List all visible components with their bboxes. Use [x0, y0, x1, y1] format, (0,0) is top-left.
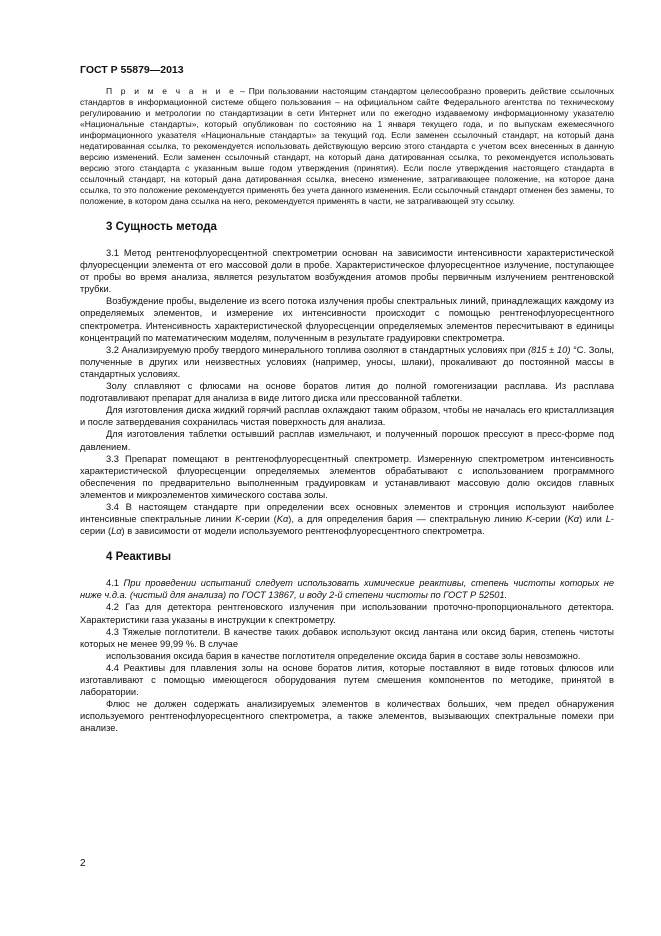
italic-term: K: [235, 514, 242, 525]
text-run: °С. Золы, полученные в других или неизвестных условиях (например, уносы, шлаки), прокаливают до постоянной массы в стандартных условиях.: [80, 344, 614, 379]
italic-term: Kα: [567, 514, 580, 525]
section-3-paragraph: Для изготовления диска жидкий горячий расплав охлаждают таким образом, чтобы не началась его кристаллизация и после затвердевания сохранилась чистая поверхность для анализа.: [80, 405, 614, 428]
text-run: ), а для определения бария — спектральную линию: [288, 514, 526, 525]
page-content: [80, 86, 614, 734]
section-4-paragraph: использования оксида бария в качестве поглотителя определение оксида бария в составе золы невозможно.: [106, 650, 581, 661]
section-3-paragraph: [80, 344, 614, 380]
italic-text: При проведении испытаний следует использовать химические реактивы, степень чистоты которых не ниже ч.д.а. (чистый для анализа) по ГОСТ 13867, и воду 2-й степени чистоты по ГОСТ Р 52501.: [80, 578, 614, 601]
note-paragraph: [80, 86, 614, 207]
section-3-paragraph: [80, 501, 614, 537]
section-4-paragraph: Флюс не должен содержать анализируемых элементов в количествах больших, чем предел обнаружения используемого рентгенофлуоресцентного спектрометра, а также элементов, вызывающих спектральные помехи при анализе.: [80, 699, 614, 734]
section-4-paragraph: [80, 577, 614, 601]
text-run: 4.1: [106, 578, 124, 589]
italic-term: Kα: [276, 514, 289, 525]
italic-term: K: [525, 514, 533, 525]
section-3-paragraph: Для изготовления таблетки остывший расплав измельчают, и полученный порошок прессуют в пресс-форме под давлением.: [80, 429, 614, 452]
temperature-value: (815 ± 10): [528, 344, 571, 355]
section-3-paragraph: 3.3 Препарат помещают в рентгенофлуоресцентный спектрометр. Измеренную спектрометром интенсивность характеристической флуоресценции определяемых элементов обрабатывают с использованием программного обеспечения по предварительно выполненным градуировкам и устанавливают массовую долю оксидов главных элементов и микроэлементов химического состава золы.: [80, 453, 614, 500]
section-4-paragraph: 4.4 Реактивы для плавления золы на основе боратов лития, которые поставляют в виде готовых флюсов или изготавливают с помощью имеющегося оборудования путем смешения компонентов по методике, принятой в лаборатории.: [80, 662, 614, 698]
text-run: -серии (: [532, 514, 568, 525]
section-4-paragraph: 4.3 Тяжелые поглотители. В качестве таких добавок используют оксид лантана или оксид бария, степень чистоты которых не менее 99,99 %. В случае: [80, 626, 614, 649]
text-run: ) или: [579, 514, 606, 525]
page-number: 2: [80, 858, 86, 869]
section-3-paragraph: 3.1 Метод рентгенофлуоресцентной спектрометрии основан на зависимости интенсивности характеристической флуоресценции элемента от его массовой доли в пробе. Характеристическое флуоресцентное излучение, поступающее от пробы во время анализа, является результатом возбуждения атомов пробы первичным излучением рентгеновской трубки.: [80, 248, 614, 295]
text-run: -серии (: [80, 514, 615, 537]
document-header: ГОСТ Р 55879—2013: [80, 64, 184, 76]
note-lead: П р и м е ч а н и е: [106, 86, 237, 96]
italic-term: Lα: [111, 526, 122, 537]
section-3-paragraph: Возбуждение пробы, выделение из всего потока излучения пробы спектральных линий, принадлежащих каждому из определяемых элементов, и измерение их интенсивности происходит с помощью рентгенофлуоресцентного спектрометра. Интенсивность характеристической флуоресценции определяемых элементов пересчитывают в единицы концентраций по математическим моделям, полученным в результате градуировки спектрометра.: [80, 296, 614, 343]
section-4-paragraph: 4.2 Газ для детектора рентгеновского излучения при использовании проточно-пропорционального детектора. Характеристики газа указаны в инструкции к спектрометру.: [80, 602, 614, 625]
text-run: 3.4 В настоящем стандарте при определении всех основных элементов и стронция используют наиболее интенсивные спектральные линии: [80, 501, 614, 525]
text-run: -серии (: [241, 514, 277, 525]
section-3-paragraph: Золу сплавляют с флюсами на основе боратов лития до полной гомогенизации расплава. Из расплава подготавливают препарат для анализа в виде литого диска или прессованной таблетки.: [80, 381, 614, 404]
italic-term: L: [605, 514, 611, 525]
section-4-heading: 4 Реактивы: [106, 551, 172, 564]
text-run: ) в зависимости от модели используемого рентгенофлуоресцентного спектрометра.: [121, 526, 485, 537]
section-3-heading: 3 Сущность метода: [106, 221, 217, 233]
text-run: 3.2 Анализируемую пробу твердого минерального топлива озоляют в стандартных условиях при: [106, 344, 528, 355]
note-text: – При пользовании настоящим стандартом целесообразно проверить действие ссылочных стандартов в информационной системе общего пользования – на официальном сайте Федерального агентства по техническому регулированию и метрологии по стандартизации в сети Интернет или по ежегодно издаваемому информационному указателю «Национальные стандарты», который опубликован по состоянию на 1 января текущего года, и по выпускам ежемесячного информационного указателя «Национальные стандарты» за текущий год. Если заменен ссылочный стандарт, на который дана недатированная ссылка, то рекомендуется использовать действующую версию этого стандарта с учетом всех внесенных в данную версию изменений. Если заменен ссылочный стандарт, на который дана датированная ссылка, то рекомендуется использовать версию этого стандарта с указанным выше годом утверждения (принятия). Если после утверждения настоящего стандарта в ссылочный стандарт, на который дана датированная ссылка, внесено изменение, затрагивающее положение, на которое дана ссылка, то это положение рекомендуется применять без учета данного изменения. Если ссылочный стандарт отменен без замены, то положение, в котором дана ссылка на него, рекомендуется применять в части, не затрагивающей эту ссылку.: [80, 86, 614, 206]
